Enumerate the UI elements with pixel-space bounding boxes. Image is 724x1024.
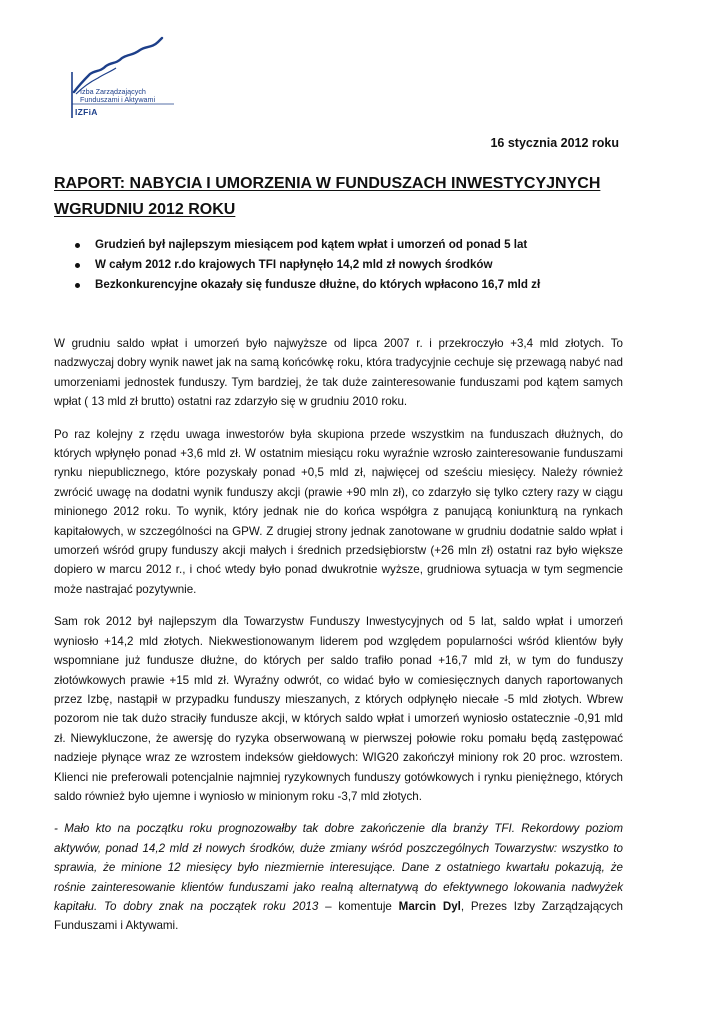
highlight-item xyxy=(54,235,654,255)
logo-abbreviation: IZFiA xyxy=(75,107,98,117)
logo-arrow-icon xyxy=(62,32,202,118)
quote-text: - Mało kto na początku roku prognozowałby tak dobre zakończenie dla branży TFI. Rekordowy poziom aktywów, ponad 14,2 mld zł nowych środków, duże zmiany wśród poszczególnych Towarzystw: wszystko to sprawia, że minione 12 miesięcy było niezmiernie interesujące. Dane z ostatniego kwartału pokazują, że rośnie zainteresowanie klientów funduszami jako realną alternatywą do efektywnego lokowania nadwyżek kapitału. To dobry znak na początek roku 2013 xyxy=(54,822,623,913)
bullet-icon xyxy=(75,283,80,288)
bullet-icon xyxy=(75,243,80,248)
logo-line-1: Izba Zarządzających xyxy=(80,87,146,96)
highlight-text: Bezkonkurencyjne okazały się fundusze dłużne, do których wpłacono 16,7 mld zł xyxy=(95,278,541,291)
quote-attribution-pre: – komentuje xyxy=(318,899,399,913)
highlight-text: W całym 2012 r.do krajowych TFI napłynęło 14,2 mld zł nowych środków xyxy=(95,258,493,271)
document-date: 16 stycznia 2012 roku xyxy=(490,136,619,150)
logo-name xyxy=(80,88,155,105)
izfia-logo xyxy=(62,32,202,118)
highlight-item xyxy=(54,255,654,275)
body-paragraph: Sam rok 2012 był najlepszym dla Towarzystw Funduszy Inwestycyjnych od 5 lat, saldo wpłat i umorzeń wyniosło +14,2 mld złotych. Niekwestionowanym liderem pod względem popularności wśród klientów były wspomniane już fundusze dłużne, do których per saldo trafiło ponad +16,7 mld zł, w tym do funduszy złotówkowych prawie +15 mld zł. Wyraźny odwrót, co widać było w comiesięcznych danych raportowanych przez Izbę, nastąpił w przypadku funduszy mieszanych, z których odpłynęło niecałe -5 mld złotych. Wbrew pozorom nie tak dużo straciły fundusze akcji, w których saldo wpłat i umorzeń wyniosło ostatecznie -0,91 mld zł. Niewykluczone, że awersję do ryzyka obserwowaną w pierwszej połowie roku pomału będą zastępować nadzieje płynące wraz ze wzrostem indeksów giełdowych: WIG20 zakończył miniony rok 20 proc. wzrostem. Klienci nie preferowali potencjalnie najmniej ryzykownych funduszy gotówkowych i rynku pieniężnego, których saldo również było ujemne i wyniosło w minionym roku -3,7 mld złotych. xyxy=(54,615,623,803)
quote-paragraph xyxy=(54,819,623,935)
quote-attribution-post: , Prezes Izby Zarządzających Funduszami i Aktywami. xyxy=(54,899,623,933)
highlights-list xyxy=(54,235,654,295)
highlight-text: Grudzień był najlepszym miesiącem pod kątem wpłat i umorzeń od ponad 5 lat xyxy=(95,238,528,251)
body-paragraph: W grudniu saldo wpłat i umorzeń było najwyższe od lipca 2007 r. i przekroczyło +3,4 mld złotych. To nadzwyczaj dobry wynik nawet jak na samą końcówkę roku, która tradycyjnie cechuje się przewagą nabyć nad umorzeniami jednostek funduszy. Tym bardziej, że tak duże zainteresowanie funduszami pod kątem samych wpłat ( 13 mld zł brutto) ostatni raz zdarzyło się w grudniu 2010 roku. xyxy=(54,337,623,409)
body-paragraph: Po raz kolejny z rzędu uwaga inwestorów była skupiona przede wszystkim na funduszach dłużnych, do których wpłynęło ponad +3,6 mld zł. W ostatnim miesiącu roku wyraźnie wzrosło zainteresowanie funduszami rynku niepublicznego, które pozyskały ponad +0,5 mld zł, najwięcej od sześciu miesięcy. Należy również zwrócić uwagę na dodatni wynik funduszy akcji (prawie +90 mln zł), co zdarzyło się tylko cztery razy w ciągu minionego 2012 roku. To wynik, który jednak nie do końca współgra z panującą koniunkturą na rynkach kapitałowych, w szczególności na GPW. Z drugiej strony jednak zanotowane w grudniu dodatnie saldo wpłat i umorzeń wśród grupy funduszy akcji małych i średnich przedsiębiorstw (+26 mln zł) ostatni raz było większe dopiero w marcu 2012 r., i choć wtedy było ponad dwukrotnie wyższe, grudniowa sytuacja w tym segmencie może nastrajać pozytywnie. xyxy=(54,427,623,596)
report-body xyxy=(54,334,623,949)
bullet-icon xyxy=(75,263,80,268)
quote-author: Marcin Dyl xyxy=(398,899,461,913)
logo-line-2: Funduszami i Aktywami xyxy=(80,95,156,105)
highlight-item xyxy=(54,275,654,295)
report-title: RAPORT: NABYCIA I UMORZENIA W FUNDUSZACH INWESTYCYJNYCH WGRUDNIU 2012 ROKU xyxy=(54,175,601,218)
